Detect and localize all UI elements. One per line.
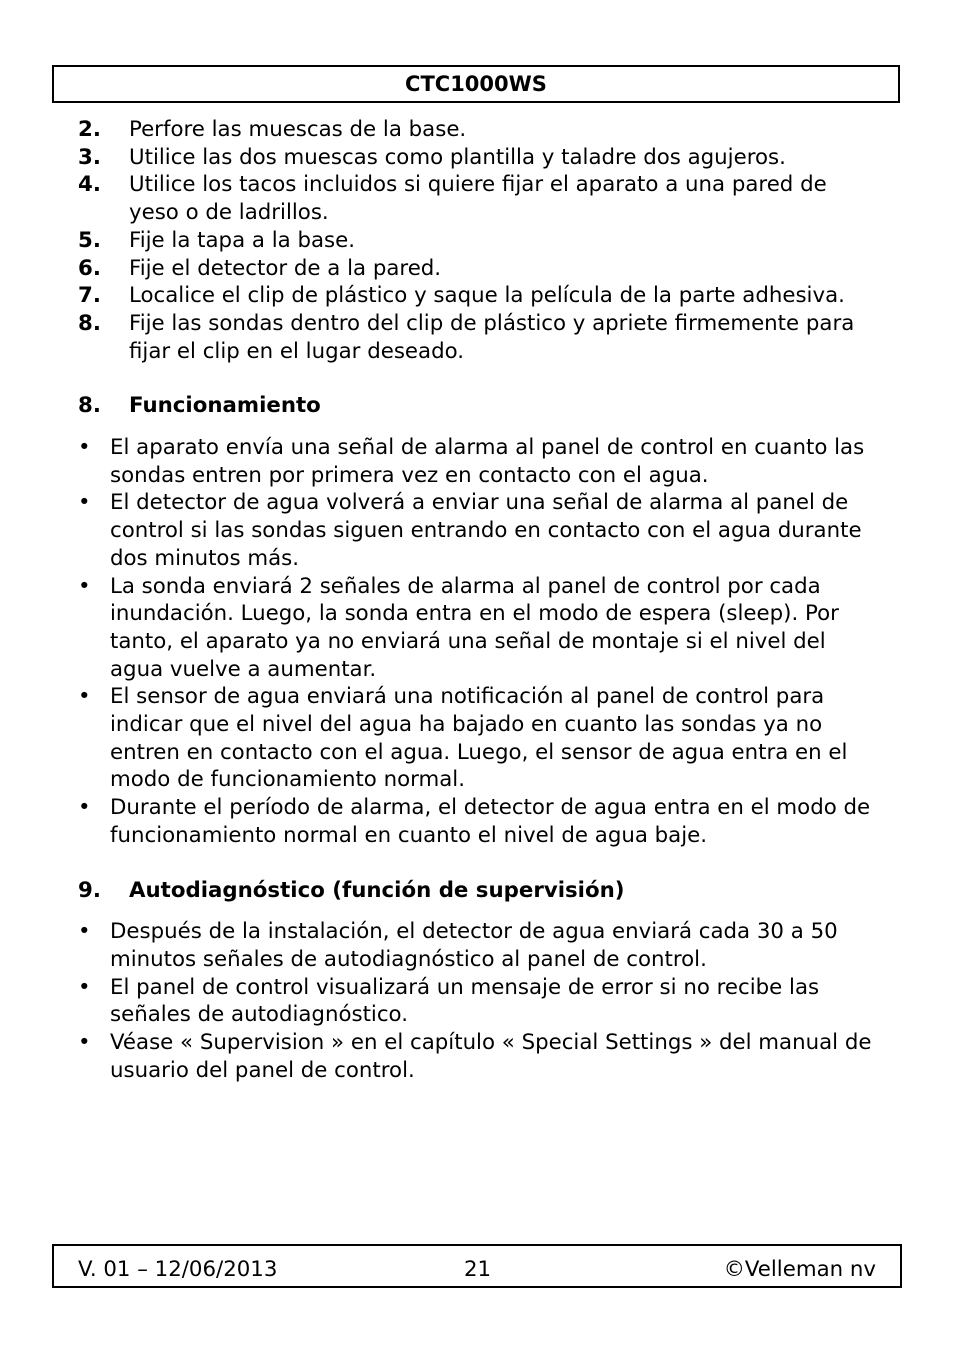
autodiagnostico-list <box>0 918 954 1084</box>
step-text: Fije la tapa a la base. <box>129 227 355 253</box>
step-item <box>0 171 859 226</box>
step-text: Fije el detector de a la pared. <box>129 255 442 281</box>
funcionamiento-list <box>0 434 954 850</box>
section-title: Funcionamiento <box>129 393 321 419</box>
step-number: 7. <box>78 283 101 309</box>
step-text: Utilice las dos muescas como plantilla y taladre dos agujeros. <box>129 144 786 170</box>
step-item <box>0 310 859 365</box>
bullet-icon: • <box>78 490 91 516</box>
step-text: Utilice los tacos incluidos si quiere fijar el aparato a una pared de yeso o de ladrillos. <box>129 172 827 226</box>
bullet-icon: • <box>78 795 91 821</box>
list-item: • Véase « Supervision » en el capítulo « Special Settings » del manual de usuario del panel de control. <box>78 1030 872 1083</box>
step-item <box>0 116 859 144</box>
step-item <box>0 227 859 255</box>
step-item <box>0 282 859 310</box>
list-item: • El aparato envía una señal de alarma al panel de control en cuanto las sondas entren por primera vez en contacto con el agua. <box>78 435 865 488</box>
bullet-icon: • <box>78 1030 91 1056</box>
document-header <box>52 65 900 103</box>
step-number: 4. <box>78 172 101 198</box>
step-text: Fije las sondas dentro del clip de plástico y apriete firmemente para fijar el clip en el lugar deseado. <box>129 310 855 364</box>
document-footer <box>52 1244 902 1288</box>
step-text: Localice el clip de plástico y saque la película de la parte adhesiva. <box>129 283 845 309</box>
list-item: • El detector de agua volverá a enviar una señal de alarma al panel de control si las sondas siguen entrando en contacto con el agua durante dos minutos más. <box>78 490 862 571</box>
step-item <box>0 144 859 172</box>
step-number: 5. <box>78 227 101 253</box>
list-item: • El panel de control visualizará un mensaje de error si no recibe las señales de autodiagnóstico. <box>78 974 820 1028</box>
list-item: • Después de la instalación, el detector de agua enviará cada 30 a 50 minutos señales de autodiagnóstico al panel de control. <box>78 919 838 972</box>
step-text: Perfore las muescas de la base. <box>129 117 467 142</box>
installation-steps <box>0 116 954 365</box>
list-item: • Durante el período de alarma, el detector de agua entra en el modo de funcionamiento normal en cuanto el nivel de agua baje. <box>78 795 871 848</box>
bullet-icon: • <box>78 919 91 945</box>
bullet-icon: • <box>78 573 91 599</box>
step-number: 8. <box>78 310 101 336</box>
list-item: • La sonda enviará 2 señales de alarma al panel de control por cada inundación. Luego, la sonda entra en el modo de espera (sleep). Por tanto, el aparato ya no enviará una señal de montaje si el nivel del agua vuelve a aumentar. <box>78 573 839 682</box>
step-number: 2. <box>78 117 101 142</box>
bullet-icon: • <box>78 684 91 710</box>
page-content <box>0 116 954 1085</box>
model-title: CTC1000WS <box>405 72 547 96</box>
bullet-icon: • <box>78 974 91 1000</box>
section-title: Autodiagnóstico (función de supervisión) <box>129 877 625 903</box>
step-number: 6. <box>78 255 101 281</box>
section-heading-funcionamiento <box>0 392 954 420</box>
footer-copyright: ©Velleman nv <box>723 1257 876 1282</box>
section-number: 9. <box>78 877 101 903</box>
page-number: 21 <box>464 1257 492 1282</box>
footer-version: V. 01 – 12/06/2013 <box>78 1257 278 1282</box>
step-number: 3. <box>78 144 101 170</box>
bullet-icon: • <box>78 435 91 461</box>
section-heading-autodiagnostico <box>0 877 954 905</box>
section-number: 8. <box>78 393 101 419</box>
list-item: • El sensor de agua enviará una notificación al panel de control para indicar que el nivel del agua ha bajado en cuanto las sondas ya no entren en contacto con el agua. Luego, el sensor de agua entra en el modo de funcionamiento normal. <box>78 684 848 793</box>
step-item <box>0 255 859 283</box>
